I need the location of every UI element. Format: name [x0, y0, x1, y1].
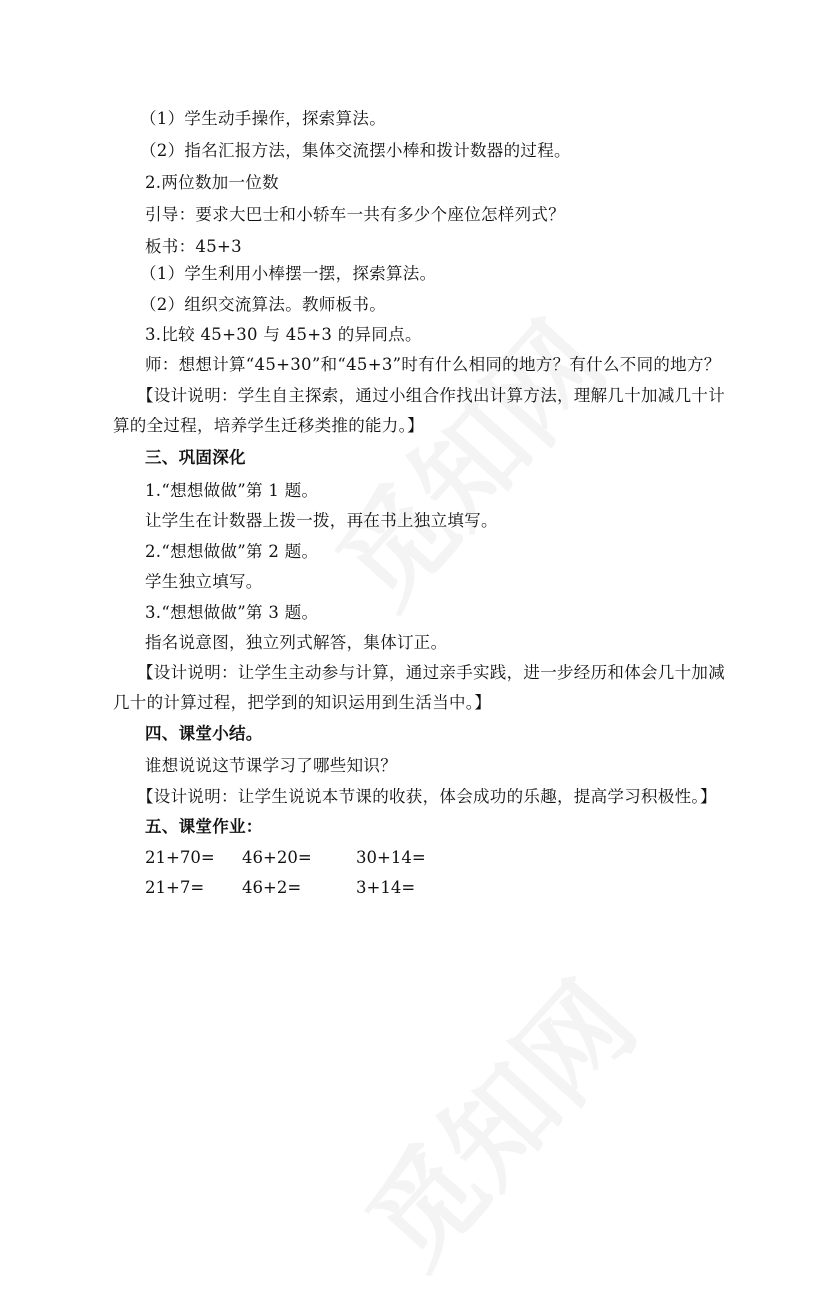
text-line: （1）学生动手操作，探索算法。	[140, 109, 386, 128]
section-subtitle: 2.两位数加一位数	[145, 173, 279, 192]
homework-item: 46+2=	[242, 878, 302, 897]
text-line: 引导：要求大巴士和小轿车一共有多少个座位怎样列式？	[145, 205, 565, 224]
text-line: 师：想想计算“45+30”和“45+3”时有什么相同的地方？有什么不同的地方？	[145, 355, 721, 374]
homework-item: 3+14=	[356, 878, 416, 897]
watermark	[326, 944, 664, 1294]
design-note: 【设计说明：学生自主探索，通过小组合作找出计算方法，理解几十加减几十计	[137, 386, 725, 405]
homework-item: 21+7=	[145, 878, 205, 897]
text-line: 板书：45+3	[145, 237, 242, 256]
text-line: 谁想说说这节课学习了哪些知识？	[145, 756, 397, 775]
section-subtitle: 3.比较 45+30 与 45+3 的异同点。	[145, 325, 422, 344]
design-note-continued: 算的全过程，培养学生迁移类推的能力。】	[113, 416, 424, 435]
text-line: （1）学生利用小棒摆一摆，探索算法。	[140, 264, 437, 283]
homework-item: 30+14=	[356, 848, 426, 867]
design-note-continued: 几十的计算过程，把学到的知识运用到生活当中。】	[113, 693, 492, 712]
homework-item: 21+70=	[145, 848, 215, 867]
section-heading: 五、课堂作业：	[145, 817, 263, 836]
text-line: 1.“想想做做”第 1 题。	[145, 481, 319, 500]
text-line: 指名说意图，独立列式解答，集体订正。	[145, 633, 448, 652]
section-heading: 三、巩固深化	[145, 448, 246, 467]
text-line: （2）指名汇报方法，集体交流摆小棒和拨计数器的过程。	[140, 141, 571, 160]
text-line: 3.“想想做做”第 3 题。	[145, 603, 319, 622]
section-heading: 四、课堂小结。	[145, 724, 263, 743]
text-line: （2）组织交流算法。教师板书。	[140, 295, 386, 314]
design-note: 【设计说明：让学生说说本节课的收获，体会成功的乐趣，提高学习积极性。】	[137, 787, 717, 806]
design-note: 【设计说明：让学生主动参与计算，通过亲手实践，进一步经历和体会几十加减	[137, 663, 725, 682]
homework-item: 46+20=	[242, 848, 312, 867]
text-line: 学生独立填写。	[145, 572, 263, 591]
text-line: 2.“想想做做”第 2 题。	[145, 542, 319, 561]
text-line: 让学生在计数器上拨一拨，再在书上独立填写。	[145, 511, 498, 530]
